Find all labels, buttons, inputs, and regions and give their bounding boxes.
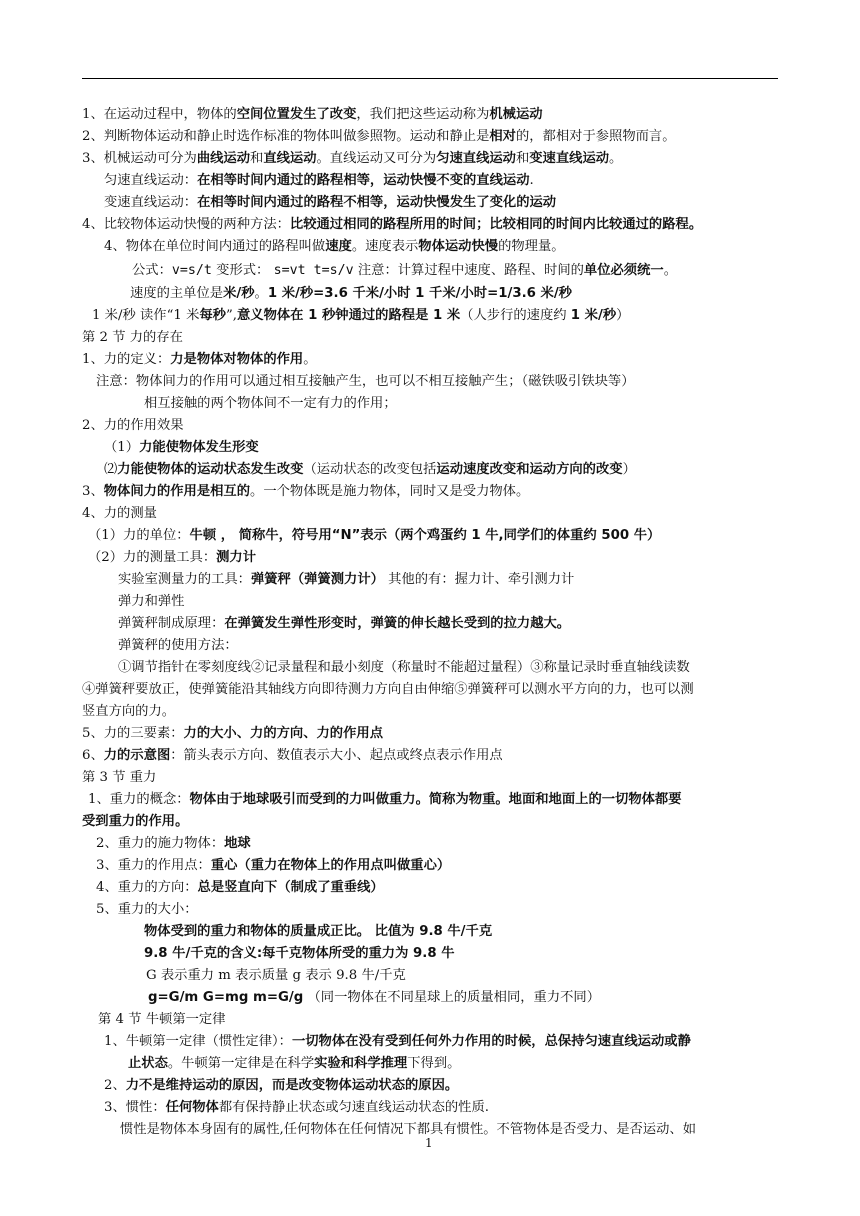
- page-number: 1: [425, 1136, 433, 1150]
- text-run: 注意：物体间力的作用可以通过相互接触产生，也可以不相互接触产生；（磁铁吸引铁块等）: [96, 374, 635, 389]
- text-run: 4、力的测量: [82, 506, 157, 521]
- text-line: [118, 635, 238, 657]
- bold-run: 力能使物体的运动状态发生改变: [117, 462, 304, 477]
- text-run: 匀速直线运动：: [104, 173, 198, 188]
- text-line: [118, 569, 574, 591]
- text-run: 下得到。: [407, 1056, 461, 1071]
- text-run: G 表示重力 m 表示质量 g 表示 9.8 牛/千克: [146, 968, 406, 983]
- bold-run: 力的大小、力的方向、力的作用点: [183, 726, 383, 741]
- text-line: [128, 1053, 460, 1075]
- bold-run: 匀速直线运动: [436, 151, 516, 166]
- text-run: 变速直线运动：: [104, 195, 198, 210]
- text-line: [104, 1097, 489, 1119]
- text-line: [88, 547, 256, 569]
- text-run: 变形式：: [211, 263, 274, 278]
- text-line: [118, 657, 690, 679]
- text-run: 6、: [82, 748, 104, 763]
- bold-run: 力能使物体发生形变: [139, 440, 259, 455]
- bold-run: 物体间力的作用是相互的: [103, 484, 251, 499]
- text-run: 注意：计算过程中速度、路程、时间的: [353, 263, 584, 278]
- text-run: 3、机械运动可分为: [82, 151, 197, 166]
- text-line: [82, 126, 676, 148]
- text-run: 。: [663, 263, 677, 278]
- text-run: ”,: [225, 308, 237, 323]
- text-run: 。牛顿第一定律是在科学: [167, 1056, 315, 1071]
- bold-run: 米/秒: [223, 286, 255, 301]
- bold-run: 1 米/秒=3.6 千米/小时 1 千米/小时=1/3.6 米/秒: [267, 286, 572, 301]
- text-line: [82, 679, 694, 701]
- bold-run: 止状态: [128, 1056, 168, 1071]
- text-run: 实验室测量力的工具：: [118, 572, 251, 587]
- text-run: 相互接触的两个物体间不一定有力的作用；: [144, 396, 397, 411]
- bold-run: 机械运动: [489, 107, 543, 122]
- bold-run: 1 米/秒: [570, 308, 617, 323]
- bold-run: 速度: [325, 239, 352, 254]
- text-line: [88, 789, 682, 811]
- bold-run: 9.8 牛/千克的含义:每千克物体所受的重力为 9.8 牛: [144, 946, 455, 961]
- bold-run: 物体运动快慢: [418, 239, 499, 254]
- bold-run: 地球: [224, 836, 251, 851]
- text-run: 4、物体在单位时间内通过的路程叫做: [104, 239, 326, 254]
- text-run: 弹簧秤制成原理：: [118, 616, 225, 631]
- text-run: 3、: [82, 484, 104, 499]
- text-run: 。一个物体既是施力物体，同时又是受力物体。: [250, 484, 530, 499]
- bold-run: 力不是维持运动的原因，而是改变物体运动状态的原因。: [125, 1078, 459, 1093]
- bold-run: 每秒: [199, 308, 226, 323]
- bold-run: 在弹簧发生弹性形变时，弹簧的伸长越长受到的拉力越大。: [224, 616, 571, 631]
- text-run: 第 3 节 重力: [82, 770, 157, 785]
- text-run: 。直线运动又可分为: [316, 151, 437, 166]
- bold-run: 物体受到的重力和物体的质量成正比。 比值为 9.8 牛/千克: [144, 924, 493, 939]
- text-line: [104, 1031, 691, 1053]
- text-run: 弹力和弹性: [118, 594, 185, 609]
- text-run: ）: [622, 462, 636, 477]
- text-line: [92, 305, 629, 327]
- text-run: （同一物体在不同星球上的质量相同，重力不同）: [303, 990, 601, 1005]
- bold-run: 比较通过相同的路程所用的时间；比较相同的时间内比较通过的路程。: [289, 217, 703, 232]
- bold-run: 在相等时间内通过的路程相等，运动快慢不变的直线运动: [197, 173, 530, 188]
- text-line: [144, 943, 455, 965]
- text-line: [82, 349, 317, 371]
- text-line: [82, 415, 184, 437]
- text-run: 和: [250, 151, 264, 166]
- text-line: [130, 283, 572, 305]
- text-line: [96, 371, 635, 393]
- text-line: [82, 745, 503, 767]
- text-run: ①调节指针在零刻度线②记录量程和最小刻度（称量时不能超过量程）③称量记录时垂直轴线读数: [118, 660, 690, 675]
- bold-run: g=G/m G=mg m=G/g: [148, 990, 304, 1005]
- text-run: 5、力的三要素：: [82, 726, 184, 741]
- text-line: [82, 701, 175, 723]
- text-run: 1、牛顿第一定律（惯性定律）：: [104, 1034, 292, 1049]
- text-line: [120, 1119, 696, 1141]
- text-line: [132, 260, 677, 282]
- text-line: [118, 591, 184, 613]
- bold-run: 在相等时间内通过的路程不相等，运动快慢发生了变化的运动: [197, 195, 557, 210]
- text-run: s=vt t=s/v: [273, 263, 354, 278]
- text-run: 第 2 节 力的存在: [82, 330, 183, 345]
- text-run: 弹簧秤的使用方法：: [118, 638, 238, 653]
- text-run: 第 4 节 牛顿第一定律: [98, 1012, 226, 1027]
- text-run: （2）力的测量工具：: [88, 550, 217, 565]
- bold-run: 实验和科学推理: [314, 1056, 408, 1071]
- bold-run: 重心（重力在物体上的作用点叫做重心）: [210, 858, 451, 873]
- text-run: 3、重力的作用点：: [96, 858, 211, 873]
- text-run: ④弹簧秤要放正，使弹簧能沿其轴线方向即待测力方向自由伸缩⑤弹簧秤可以测水平方向的力，也可以测: [82, 682, 694, 697]
- bold-run: 直线运动: [263, 151, 317, 166]
- bold-run: 单位必须统一: [583, 263, 664, 278]
- text-run: ，我们把这些运动称为: [356, 107, 490, 122]
- text-run: 2、重力的施力物体：: [96, 836, 225, 851]
- text-line: [146, 965, 406, 987]
- text-line: [96, 833, 251, 855]
- text-line: [88, 525, 660, 547]
- text-run: （1）: [104, 440, 140, 455]
- text-line: [82, 481, 529, 503]
- text-run: （人步行的速度约: [460, 308, 571, 323]
- text-line: [96, 855, 450, 877]
- bold-run: 力是物体对物体的作用: [170, 352, 304, 367]
- text-run: ⑵: [104, 462, 118, 477]
- text-run: ：箭头表示方向、数值表示大小、起点或终点表示作用点: [170, 748, 503, 763]
- text-line: [144, 921, 492, 943]
- text-run: 4、比较物体运动快慢的两种方法：: [82, 217, 290, 232]
- bold-run: 一切物体在没有受到任何外力作用的时候，总保持匀速直线运动或静: [291, 1034, 691, 1049]
- text-run: 其他的有：握力计、牵引测力计: [383, 572, 575, 587]
- text-run: 4、重力的方向：: [96, 880, 198, 895]
- text-line: [104, 1075, 458, 1097]
- text-run: 公式：: [132, 263, 172, 278]
- text-run: 2、力的作用效果: [82, 418, 184, 433]
- text-run: 速度的主单位是: [130, 286, 224, 301]
- text-run: 都有保持静止状态或匀速直线运动状态的性质.: [218, 1100, 490, 1115]
- bold-run: 总是竖直向下（制成了重垂线）: [197, 880, 384, 895]
- text-run: 竖直方向的力。: [82, 704, 176, 719]
- text-line: [104, 192, 556, 214]
- bold-run: 任何物体: [165, 1100, 219, 1115]
- text-line: [118, 613, 570, 635]
- bold-run: 物体由于地球吸引而受到的力叫做重力。简称为物重。地面和地面上的一切物体都要: [189, 792, 682, 807]
- text-run: 的物理量。: [498, 239, 565, 254]
- text-line: [104, 170, 534, 192]
- text-run: 2、: [104, 1078, 126, 1093]
- text-line: [82, 214, 702, 236]
- text-run: ）: [616, 308, 630, 323]
- text-run: .: [529, 173, 534, 188]
- text-line: [104, 236, 565, 258]
- bold-run: 测力计: [216, 550, 257, 565]
- text-line: [96, 877, 384, 899]
- text-run: （1）力的单位：: [88, 528, 190, 543]
- bold-run: 相对: [489, 129, 516, 144]
- text-run: 1、重力的概念：: [88, 792, 190, 807]
- text-line: [144, 393, 397, 415]
- bold-run: 受到重力的作用。: [82, 814, 189, 829]
- bold-run: 空间位置发生了改变: [236, 107, 357, 122]
- text-run: 。: [254, 286, 268, 301]
- text-run: 2、判断物体运动和静止时选作标准的物体叫做参照物。运动和静止是: [82, 129, 490, 144]
- bold-run: 变速直线运动: [529, 151, 610, 166]
- bold-run: 曲线运动: [196, 151, 251, 166]
- bold-run: 力的示意图: [103, 748, 171, 763]
- text-run: 1、力的定义：: [82, 352, 171, 367]
- text-line: [148, 987, 600, 1009]
- text-run: 的，都相对于参照物而言。: [515, 129, 676, 144]
- text-line: [98, 1009, 226, 1031]
- text-line: [82, 723, 383, 745]
- text-line: [96, 899, 198, 921]
- text-line: [104, 459, 636, 481]
- text-line: [82, 811, 188, 833]
- text-run: 1 米/秒 读作“1 米: [92, 308, 200, 323]
- text-line: [82, 104, 543, 126]
- text-run: 惯性是物体本身固有的属性,任何物体在任何情况下都具有惯性。不管物体是否受力、是否运动、如: [120, 1122, 696, 1137]
- text-run: 和: [515, 151, 530, 166]
- bold-run: 运动速度改变和运动方向的改变: [436, 462, 623, 477]
- bold-run: 牛顿 ， 简称牛，符号用“N”表示（两个鸡蛋约 1 牛,同学们的体重约 500 牛）: [189, 528, 661, 543]
- header-rule: [82, 78, 778, 79]
- bold-run: 弹簧秤（弹簧测力计）: [250, 572, 384, 587]
- bold-run: 意义物体在 1 秒钟通过的路程是 1 米: [237, 308, 461, 323]
- text-run: v=s/t: [171, 263, 212, 278]
- text-line: [82, 327, 183, 349]
- text-run: 1、在运动过程中，物体的: [82, 107, 237, 122]
- text-run: （运动状态的改变包括: [303, 462, 437, 477]
- text-run: 5、重力的大小：: [96, 902, 198, 917]
- text-run: 。: [609, 151, 623, 166]
- text-run: 3、惯性：: [104, 1100, 166, 1115]
- text-line: [82, 767, 156, 789]
- text-run: 。速度表示: [351, 239, 419, 254]
- text-run: 。: [303, 352, 317, 367]
- text-line: [82, 503, 157, 525]
- text-line: [82, 148, 622, 170]
- text-line: [104, 437, 259, 459]
